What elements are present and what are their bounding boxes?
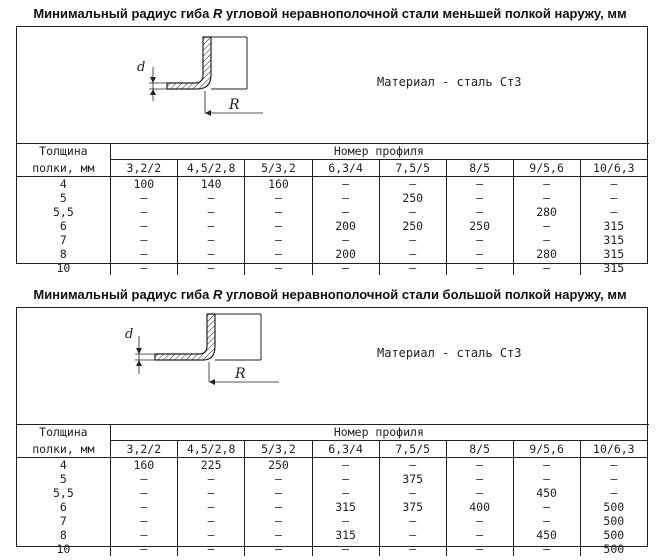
radius-cell: 160 (110, 458, 177, 473)
radius-cell: 250 (379, 191, 446, 205)
radius-cell: – (379, 261, 446, 275)
table-title-1: Минимальный радиус гиба R угловой неравнополочной стали меньшей полкой наружу, мм (33, 6, 627, 21)
table-row (17, 458, 647, 473)
table-row (17, 247, 647, 261)
table-row (17, 542, 647, 556)
radius-cell: – (312, 191, 379, 205)
radius-cell: 200 (312, 247, 379, 261)
thickness-cell: 5 (17, 472, 110, 486)
radius-cell: – (312, 177, 379, 192)
profile-header: 7,5/5 (379, 160, 446, 177)
radius-cell: – (610, 486, 618, 500)
radius-cell: – (245, 261, 312, 275)
radius-cell: 200 (312, 219, 379, 233)
radius-cell: – (110, 486, 177, 500)
radius-cell: 500 (603, 500, 625, 514)
radius-cell: – (379, 486, 446, 500)
radius-cell: – (177, 472, 245, 486)
radius-table-1 (17, 143, 647, 275)
profile-header: 8/5 (446, 160, 513, 177)
radius-cell: – (513, 472, 580, 486)
profile-header-row (17, 441, 647, 458)
table-frame-1 (16, 26, 648, 275)
radius-cell: – (110, 247, 177, 261)
radius-cell: – (177, 542, 245, 556)
d-label: d (137, 60, 146, 75)
radius-cell: – (110, 205, 177, 219)
head-thickness-2: полки, мм (17, 160, 110, 177)
radius-cell: 315 (603, 219, 625, 233)
r-label: R (235, 366, 246, 382)
radius-cell: – (110, 500, 177, 514)
profile-header: 5/3,2 (245, 160, 312, 177)
radius-cell: – (610, 191, 618, 205)
profile-header: 4,5/2,8 (177, 441, 245, 458)
radius-cell: – (177, 247, 245, 261)
radius-cell: – (245, 191, 312, 205)
profile-header: 8/5 (446, 441, 513, 458)
thickness-cell: 10 (17, 261, 110, 275)
thickness-cell: 6 (17, 219, 110, 233)
radius-cell: – (110, 219, 177, 233)
radius-cell: – (513, 177, 580, 192)
radius-cell: – (446, 177, 513, 192)
table-row (17, 219, 647, 233)
radius-cell: – (513, 458, 580, 473)
radius-cell: – (245, 247, 312, 261)
thickness-cell: 4 (17, 177, 110, 192)
radius-cell: 225 (177, 458, 245, 473)
radius-cell: – (513, 542, 580, 556)
radius-cell: – (110, 233, 177, 247)
radius-cell: – (513, 191, 580, 205)
radius-cell: – (177, 233, 245, 247)
radius-cell: – (177, 219, 245, 233)
angle-drawing-2 (17, 308, 649, 425)
radius-cell: – (513, 233, 580, 247)
radius-cell: – (177, 514, 245, 528)
radius-cell: – (513, 514, 580, 528)
radius-cell: – (312, 261, 379, 275)
radius-cell: 250 (245, 458, 312, 473)
radius-cell: – (312, 233, 379, 247)
table-frame-2 (16, 307, 648, 556)
profile-header: 7,5/5 (379, 441, 446, 458)
radius-cell: – (177, 205, 245, 219)
radius-cell: 450 (513, 486, 580, 500)
radius-cell: – (245, 219, 312, 233)
radius-cell: 400 (446, 500, 513, 514)
radius-cell: – (177, 486, 245, 500)
radius-cell: – (177, 528, 245, 542)
material-text: Материал - сталь Ст3 (377, 75, 522, 89)
profile-header: 9/5,6 (513, 441, 580, 458)
d-label: d (125, 327, 134, 342)
profile-header: 4,5/2,8 (177, 160, 245, 177)
radius-cell: – (446, 542, 513, 556)
radius-cell: – (610, 205, 618, 219)
radius-cell: – (610, 177, 618, 191)
head-profile: Номер профиля (110, 143, 647, 160)
thickness-cell: 5,5 (17, 205, 110, 219)
radius-cell: – (379, 458, 446, 473)
thickness-cell: 8 (17, 528, 110, 542)
radius-cell: 500 (603, 528, 625, 542)
r-label: R (229, 97, 240, 113)
radius-cell: 375 (379, 500, 446, 514)
radius-cell: – (379, 247, 446, 261)
radius-cell: – (446, 528, 513, 542)
radius-cell: – (312, 472, 379, 486)
radius-cell: 500 (603, 514, 625, 528)
radius-cell: – (610, 472, 618, 486)
radius-cell: – (513, 219, 580, 233)
radius-cell: – (110, 514, 177, 528)
radius-cell: – (110, 261, 177, 275)
radius-cell: – (245, 486, 312, 500)
radius-cell: – (379, 177, 446, 192)
radius-cell: 315 (603, 233, 625, 247)
radius-cell: – (312, 205, 379, 219)
table-row (17, 528, 647, 542)
radius-cell: – (446, 458, 513, 473)
radius-cell: – (379, 233, 446, 247)
radius-cell: – (312, 486, 379, 500)
thickness-cell: 4 (17, 458, 110, 473)
radius-cell: – (379, 528, 446, 542)
radius-cell: 450 (513, 528, 580, 542)
radius-cell: – (312, 542, 379, 556)
radius-cell: – (245, 514, 312, 528)
radius-cell: 140 (177, 177, 245, 192)
radius-cell: – (513, 261, 580, 275)
profile-header: 9/5,6 (513, 160, 580, 177)
head-thickness-2: полки, мм (17, 441, 110, 458)
radius-cell: – (245, 472, 312, 486)
table-row (17, 261, 647, 275)
table-row (17, 486, 647, 500)
table-row (17, 233, 647, 247)
table-row (17, 514, 647, 528)
radius-cell: – (446, 247, 513, 261)
radius-cell: 315 (312, 500, 379, 514)
radius-cell: – (446, 486, 513, 500)
thickness-cell: 6 (17, 500, 110, 514)
radius-cell: – (177, 191, 245, 205)
thickness-cell: 7 (17, 233, 110, 247)
radius-cell: – (446, 191, 513, 205)
profile-header: 6,3/4 (312, 441, 379, 458)
profile-header: 10/6,3 (580, 160, 647, 177)
profile-header-row (17, 160, 647, 177)
radius-cell: 250 (446, 219, 513, 233)
radius-cell: 500 (603, 542, 625, 556)
thickness-cell: 5 (17, 191, 110, 205)
radius-cell: – (312, 458, 379, 473)
radius-cell: – (245, 233, 312, 247)
radius-cell: – (446, 261, 513, 275)
profile-header: 5/3,2 (245, 441, 312, 458)
radius-cell: – (245, 528, 312, 542)
head-profile: Номер профиля (110, 424, 647, 441)
radius-cell: 160 (245, 177, 312, 192)
angle-section (155, 314, 215, 360)
radius-cell: 315 (603, 247, 625, 261)
radius-table-2 (17, 424, 647, 556)
profile-header: 10/6,3 (580, 441, 647, 458)
radius-cell: 315 (603, 261, 625, 275)
radius-cell: – (446, 472, 513, 486)
head-thickness-1: Толщина (17, 143, 110, 160)
thickness-cell: 8 (17, 247, 110, 261)
table-row (17, 205, 647, 219)
radius-cell: – (379, 542, 446, 556)
radius-cell: – (245, 205, 312, 219)
profile-header: 3,2/2 (110, 441, 177, 458)
radius-cell: – (110, 542, 177, 556)
radius-cell: – (446, 205, 513, 219)
radius-cell: 100 (110, 177, 177, 192)
radius-cell: – (177, 261, 245, 275)
material-text: Материал - сталь Ст3 (377, 346, 522, 360)
profile-header: 6,3/4 (312, 160, 379, 177)
radius-cell: 280 (513, 247, 580, 261)
radius-cell: – (177, 500, 245, 514)
radius-cell: – (245, 500, 312, 514)
radius-cell: – (379, 205, 446, 219)
radius-cell: 375 (379, 472, 446, 486)
table-row (17, 191, 647, 205)
radius-cell: 250 (379, 219, 446, 233)
head-thickness-1: Толщина (17, 424, 110, 441)
thickness-cell: 10 (17, 542, 110, 556)
radius-cell: – (513, 500, 580, 514)
table-row (17, 472, 647, 486)
radius-cell: 315 (312, 528, 379, 542)
radius-cell: – (610, 458, 618, 472)
radius-cell: – (110, 528, 177, 542)
profile-header: 3,2/2 (110, 160, 177, 177)
radius-cell: – (110, 191, 177, 205)
table-row (17, 500, 647, 514)
table-row (17, 177, 647, 192)
radius-cell: 280 (513, 205, 580, 219)
radius-cell: – (379, 514, 446, 528)
thickness-cell: 7 (17, 514, 110, 528)
radius-cell: – (446, 233, 513, 247)
angle-section (167, 37, 211, 89)
angle-drawing-1 (17, 27, 649, 144)
thickness-cell: 5,5 (17, 486, 110, 500)
table-title-2: Минимальный радиус гиба R угловой неравнополочной стали большой полкой наружу, мм (33, 287, 627, 302)
radius-cell: – (245, 542, 312, 556)
radius-cell: – (110, 472, 177, 486)
radius-cell: – (446, 514, 513, 528)
radius-cell: – (312, 514, 379, 528)
